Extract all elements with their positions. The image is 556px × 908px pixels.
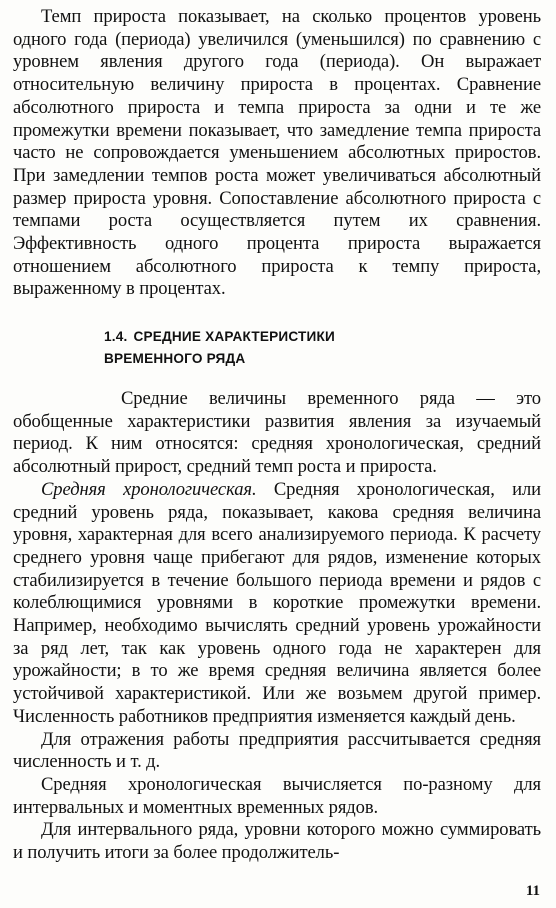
paragraph-growth-rate: Темп прироста показывает, на сколько процентов уровень одного года (периода) увеличился (уменьшился) по сравнению с уровнем явления другого года (периода). Он выражает относительную величину прироста в процентах. Сравнение абсолютного прироста и темпа прироста за одни и те же промежутки времени показывает, что замедление темпа прироста часто не сопровождается уменьшением абсолютных приростов. При замедлении темпов роста может увеличиваться абсолютный размер прироста уровня. Сопоставление абсолютного прироста с темпами роста осуществляется путем их сравнения. Эффективность одного процента прироста выражается отношением абсолютного прироста к темпу прироста, выраженному в процентах. xyxy=(13,6,541,300)
text-block-top xyxy=(13,6,541,301)
text-block-main xyxy=(13,388,541,865)
paragraph-intro: Средние величины временного ряда — это обобщенные характеристики развития явления за изучаемый период. К ним относятся: средняя хронологическая, средний абсолютный прирост, средний темп роста и прироста. xyxy=(13,388,541,478)
paragraph-calculation: Средняя хронологическая вычисляется по-разному для интервальных и моментных временных рядов. xyxy=(13,773,541,818)
page-number: 11 xyxy=(525,883,540,899)
section-title-line2: ВРЕМЕННОГО РЯДА xyxy=(104,351,246,366)
paragraph-chronological-text: Средняя хронологическая, или средний уровень ряда, показывает, какова средняя величина уровня, характерная для всего анализируемого периода. К расчету среднего уровня чаще прибегают для рядов, изменение которых стабилизируется в течение большого периода времени и рядов с колеблющимися уровнями в короткие промежутки времени. Например, необходимо вычислять средний уровень урожайности за ряд лет, так как уровень одного года не характерен для урожайности; в то же время средняя величина является более устойчивой характеристикой. Или же возьмем другой пример. Численность работников предприятия изменяется каждый день. xyxy=(13,478,541,727)
section-title-line1: СРЕДНИЕ ХАРАКТЕРИСТИКИ xyxy=(133,329,335,344)
section-heading xyxy=(104,326,484,370)
section-number: 1.4. xyxy=(104,329,128,344)
paragraph-interval: Для интервального ряда, уровни которого можно суммировать и получить итоги за более продолжитель- xyxy=(13,819,541,864)
paragraph-staff: Для отражения работы предприятия рассчитывается средняя численность и т. д. xyxy=(13,728,541,773)
section-heading-line1 xyxy=(104,326,484,348)
paragraph-chronological xyxy=(13,479,541,729)
term-chronological: Средняя хронологическая. xyxy=(41,478,257,500)
